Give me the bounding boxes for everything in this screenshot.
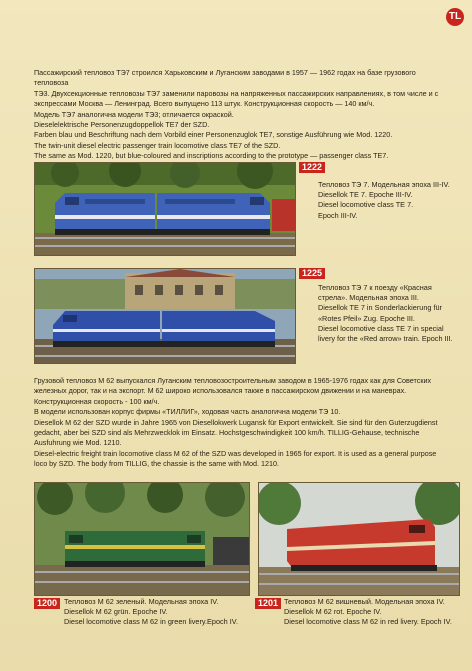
photo-1201 (258, 482, 460, 596)
description-line: Ausfuhrung wie Mod. 1210. (34, 438, 122, 448)
caption-line: Diesel locomotive class TE 7. (318, 200, 414, 210)
intro-text (34, 68, 444, 162)
intro-line: Модель ТЭ7 аналогична модели ТЭ3; отличается окраской. (34, 109, 234, 119)
description-line: Diesel-electric freight train locomotive class M 62 of the SZD was developed in 1965 for export. It is used as a general purpose (34, 448, 437, 458)
caption-1222 (318, 180, 468, 221)
item-number-1222: 1222 (299, 162, 325, 173)
photo-1225 (34, 268, 296, 364)
caption-line: Тепловоз М 62 вишневый. Модельная эпоха IV. (284, 597, 445, 606)
item-number-1200: 1200 (34, 598, 60, 609)
intro-line: The same as Mod. 1220, but blue-coloured and inscriptions according to the prototype — passenger class TE7. (34, 151, 389, 161)
item-number-1225: 1225 (299, 268, 325, 279)
photo-1222 (34, 162, 296, 256)
te7-red-arrow-image (35, 269, 295, 363)
caption-line: Diesel locomotive class M 62 in red livery. Epoch IV. (284, 617, 452, 627)
caption-line: Diesellok M 62 grün. Epoche IV. (64, 607, 168, 617)
caption-line: Diesel locomotive class TE 7 in special (318, 323, 444, 333)
caption-line: Diesel locomotive class M 62 in green livery.Epoch IV. (64, 617, 238, 627)
caption-1200 (64, 597, 264, 628)
intro-line: The twin-unit diesel electric passenger train locomotive class TE7 of the SZD. (34, 140, 281, 150)
description-line: Грузовой тепловоз М 62 выпускался Луганским тепловозостроительным заводом в 1965-1976 годах как для Советских (34, 376, 432, 385)
caption-line: «Rotes Pfeil» Zug. Epoche III. (318, 313, 415, 323)
description-line: gedacht, aber bei SZD sind als Mehrzwecklok im Einsatz. Hochstgeschwindigkeit 100 km/h. TILLIG-Gehause, technische (34, 428, 420, 438)
caption-line: Diesellok TE 7 in Sonderlackierung für (318, 303, 442, 313)
photo-1200 (34, 482, 250, 596)
description-line: Diesellok M 62 der SZD wurde in Jahre 1965 von Diesellokwerk Lugansk für Export entwickelt. Sie sind für den Guterzugdienst (34, 417, 438, 427)
caption-line: livery for the «Red arrow» train. Epoch III. (318, 334, 453, 344)
caption-1225 (318, 283, 468, 344)
te7-train-image (35, 163, 295, 255)
caption-line: Тепловоз ТЭ 7 к поезду «Красная (318, 283, 432, 292)
description-line: железных дорог, так и на экспорт. М 62 широко использовался также в пассажирском движении и на маневрах. (34, 386, 407, 396)
caption-line: Тепловоз ТЭ 7. Модельная эпоха III-IV. (318, 180, 450, 189)
description-line: loco by SZD. The body from TILLIG, the chassie is the same with Mod. 1210. (34, 459, 280, 469)
intro-line: Пассажирский тепловоз ТЭ7 строился Харьковским и Луганским заводами в 1957 — 1962 годах на базе грузового тепловоза (34, 68, 416, 88)
description-line: В модели использован корпус фирмы «ТИЛЛИГ», ходовая часть аналогична модели ТЭ 10. (34, 407, 341, 417)
description-line: Конструкционная скорость - 100 км/ч. (34, 396, 160, 406)
caption-line: Diesellok TE 7. Epoche III-IV. (318, 190, 413, 200)
brand-logo: TL (446, 8, 464, 26)
m62-green-image (35, 483, 249, 595)
caption-line: Тепловоз М 62 зеленый. Модельная эпоха IV. (64, 597, 219, 606)
caption-1201 (284, 597, 468, 628)
m62-description (34, 376, 444, 470)
m62-red-image (259, 483, 459, 595)
caption-line: Epoch III-IV. (318, 210, 358, 220)
caption-line: Diesellok M 62 rot. Epoche IV. (284, 607, 382, 617)
intro-line: экспрессами Москва — Ленинград. Всего выпущено 113 штук. Конструкционная скорость — 140 км/ч. (34, 99, 375, 109)
intro-line: Dieselelektrische Personenzugdoppellok TE7 der SZD. (34, 120, 210, 130)
intro-line: ТЭ3. Двухсекционные тепловозы ТЭ7 заменили паровозы на напряженных пассажирских направлениях, в том числе и с (34, 88, 439, 98)
intro-line: Farben blau und Beschriftung nach dem Vorbild einer Personenzuglok TE7, sonstige Ausführung wie Mod. 1220. (34, 130, 393, 140)
caption-line: стрела». Модельная эпоха III. (318, 293, 419, 303)
item-number-1201: 1201 (255, 598, 281, 609)
